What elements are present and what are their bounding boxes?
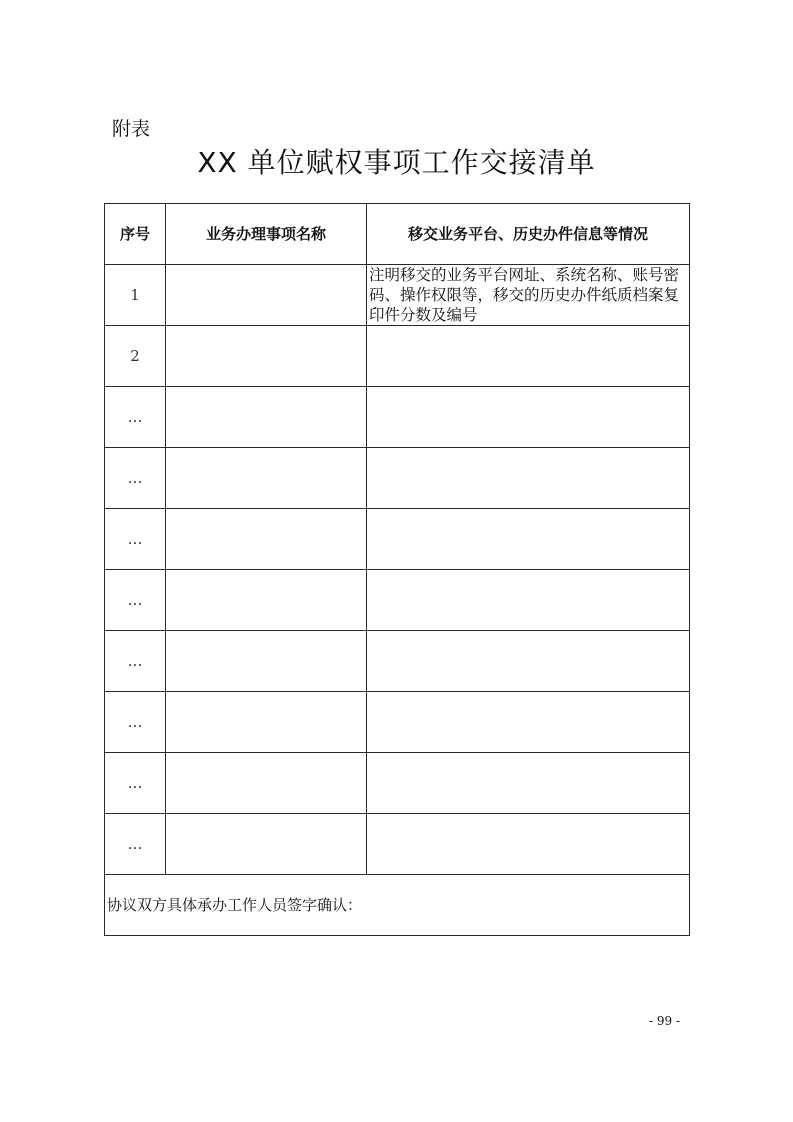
- appendix-label: 附表: [112, 118, 151, 140]
- row-transfer-info: [367, 814, 690, 875]
- table-row: [105, 509, 690, 570]
- row-transfer-info: [367, 326, 690, 387]
- row-transfer-info: [367, 631, 690, 692]
- table-row: [105, 448, 690, 509]
- row-item-name: [166, 631, 367, 692]
- table-row: [105, 387, 690, 448]
- row-transfer-info: [367, 387, 690, 448]
- signature-row: [105, 875, 690, 936]
- signature-confirmation: 协议双方具体承办工作人员签字确认：: [105, 875, 690, 936]
- table-row: [105, 326, 690, 387]
- table-row: [105, 570, 690, 631]
- table-row: [105, 692, 690, 753]
- page-number: - 99 -: [648, 1014, 680, 1028]
- row-item-name: [166, 509, 367, 570]
- row-transfer-info: [367, 692, 690, 753]
- row-serial-number: …: [105, 814, 166, 875]
- header-item-name: 业务办理事项名称: [166, 204, 367, 265]
- row-serial-number: …: [105, 631, 166, 692]
- row-transfer-info: [367, 753, 690, 814]
- row-item-name: [166, 387, 367, 448]
- row-item-name: [166, 570, 367, 631]
- row-serial-number: …: [105, 692, 166, 753]
- row-item-name: [166, 265, 367, 326]
- table-row: [105, 631, 690, 692]
- row-serial-number: 1: [105, 265, 166, 326]
- row-transfer-info: 注明移交的业务平台网址、系统名称、账号密码、操作权限等，移交的历史办件纸质档案复印件分数及编号: [367, 265, 690, 326]
- row-serial-number: …: [105, 509, 166, 570]
- handover-table: [104, 203, 690, 936]
- header-transfer-info: 移交业务平台、历史办件信息等情况: [367, 204, 690, 265]
- row-transfer-info: [367, 509, 690, 570]
- row-transfer-info: [367, 448, 690, 509]
- header-serial-number: 序号: [105, 204, 166, 265]
- row-item-name: [166, 326, 367, 387]
- table-row: [105, 265, 690, 326]
- row-item-name: [166, 814, 367, 875]
- table-header-row: [105, 204, 690, 265]
- document-title: XX 单位赋权事项工作交接清单: [197, 146, 596, 179]
- row-item-name: [166, 448, 367, 509]
- table-row: [105, 814, 690, 875]
- row-serial-number: 2: [105, 326, 166, 387]
- row-serial-number: …: [105, 387, 166, 448]
- row-item-name: [166, 692, 367, 753]
- table-row: [105, 753, 690, 814]
- row-serial-number: …: [105, 753, 166, 814]
- row-item-name: [166, 753, 367, 814]
- row-serial-number: …: [105, 570, 166, 631]
- row-transfer-info: [367, 570, 690, 631]
- row-serial-number: …: [105, 448, 166, 509]
